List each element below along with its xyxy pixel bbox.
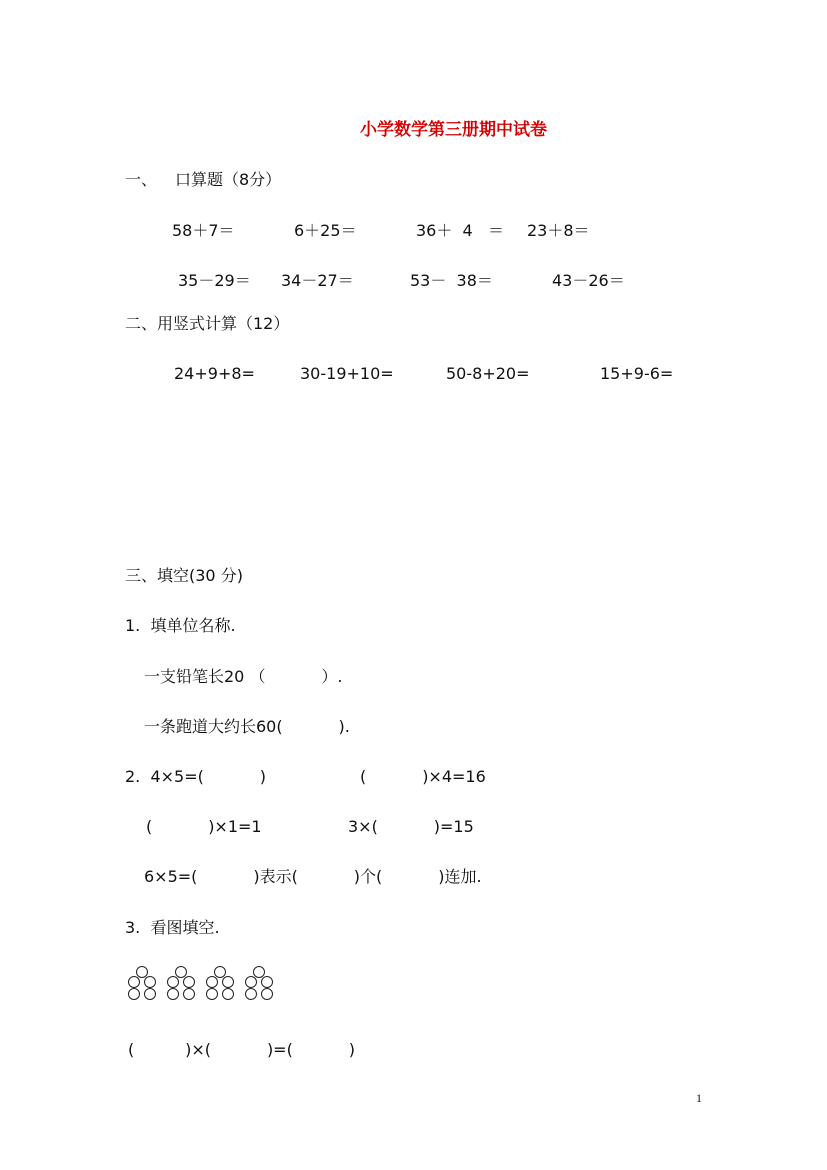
circle xyxy=(206,976,218,988)
section1-heading: 口算题（8分） xyxy=(175,170,282,189)
circle xyxy=(206,988,218,1000)
q3-label: 3. 看图填空. xyxy=(125,918,220,937)
q1-line2: 一条跑道大约长60( ). xyxy=(144,717,350,736)
s2-item-1: 24+9+8= xyxy=(174,364,255,383)
s2-item-3: 50-8+20= xyxy=(446,364,530,383)
section1-heading-num: 一、 xyxy=(125,170,158,189)
s1-r2-item-3: 53－ 38＝ xyxy=(410,271,493,290)
circle xyxy=(167,976,179,988)
q2-part2: ( )×4=16 xyxy=(360,767,486,786)
circle xyxy=(128,988,140,1000)
q2-line3: 6×5=( )表示( )个( )连加. xyxy=(144,867,482,886)
q3-answer: ( )×( )=( ) xyxy=(128,1040,356,1059)
s1-r1-item-1: 58＋7＝ xyxy=(172,221,235,240)
circle xyxy=(245,976,257,988)
circle xyxy=(261,976,273,988)
circle xyxy=(261,988,273,1000)
circle xyxy=(245,988,257,1000)
circle xyxy=(222,976,234,988)
circle xyxy=(144,976,156,988)
section2-heading: 二、用竖式计算（12） xyxy=(125,314,290,333)
circle xyxy=(183,976,195,988)
q2-label: 2. 4×5=( ) xyxy=(125,767,267,786)
s1-r1-item-3: 36＋ 4 ＝ xyxy=(416,221,504,240)
s1-r1-item-2: 6＋25＝ xyxy=(294,221,357,240)
s1-r2-item-2: 34－27＝ xyxy=(281,271,354,290)
s2-item-2: 30-19+10= xyxy=(300,364,394,383)
q1-label: 1. 填单位名称. xyxy=(125,616,236,635)
q2-line2a: ( )×1=1 xyxy=(146,817,262,836)
s1-r2-item-4: 43－26＝ xyxy=(552,271,625,290)
circle xyxy=(144,988,156,1000)
q2-line2b: 3×( )=15 xyxy=(348,817,474,836)
page-number: 1 xyxy=(696,1091,702,1105)
page-title: 小学数学第三册期中试卷 xyxy=(360,120,547,140)
circle xyxy=(167,988,179,1000)
s2-item-4: 15+9-6= xyxy=(600,364,674,383)
s1-r1-item-4: 23＋8＝ xyxy=(527,221,590,240)
circle xyxy=(183,988,195,1000)
section3-heading: 三、填空(30 分) xyxy=(125,566,243,585)
circle xyxy=(128,976,140,988)
circle xyxy=(222,988,234,1000)
s1-r2-item-1: 35－29＝ xyxy=(178,271,251,290)
q1-line1: 一支铅笔长20 （ ）. xyxy=(144,667,343,686)
